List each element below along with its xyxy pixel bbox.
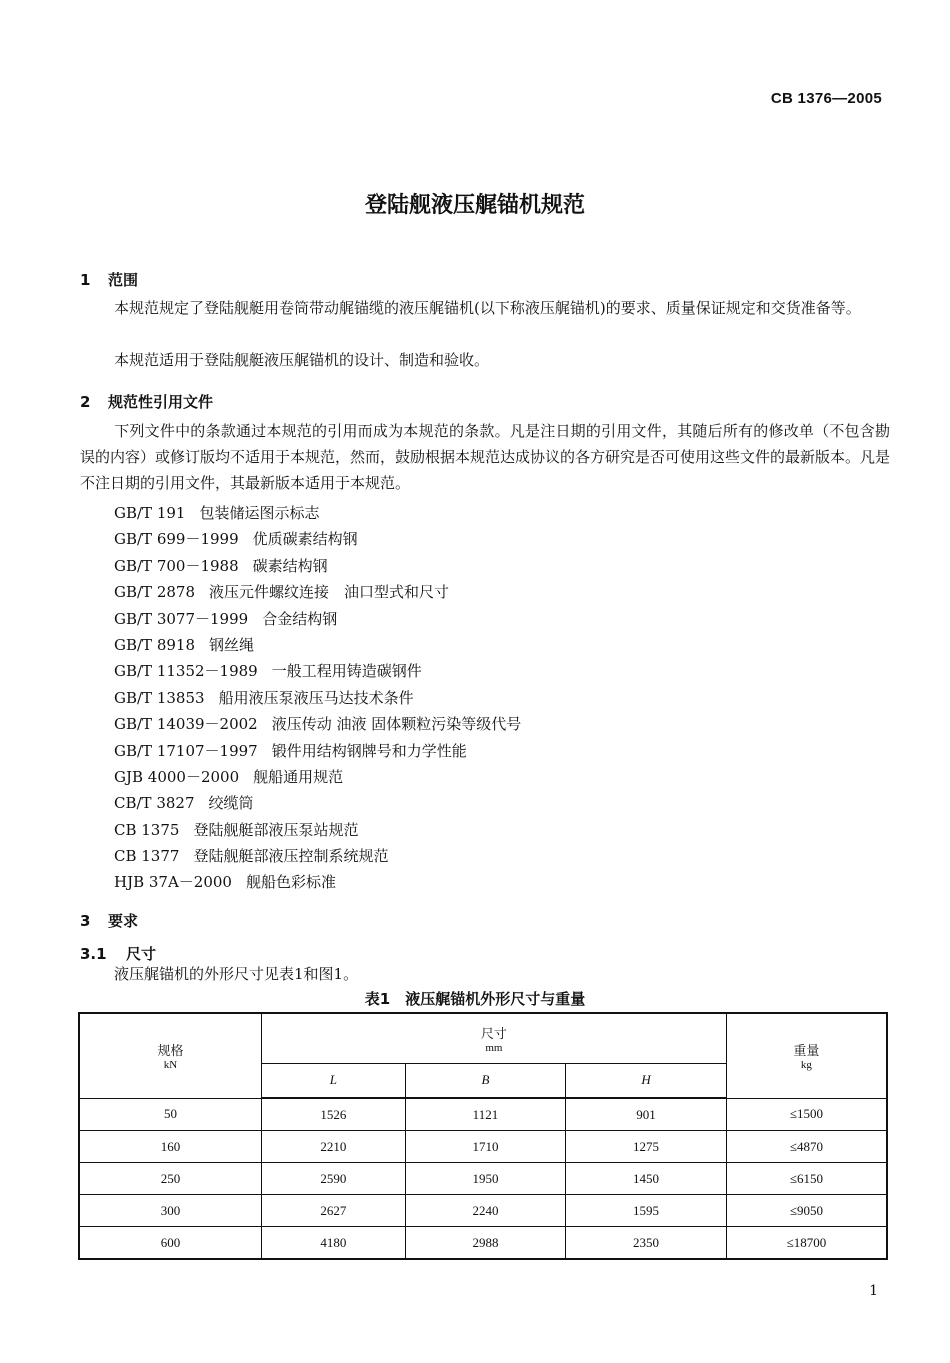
cell-H: 1275 <box>566 1131 727 1163</box>
header-spec <box>79 1013 262 1098</box>
table-row <box>79 1163 887 1195</box>
reference-item <box>114 526 521 552</box>
header-weight <box>726 1013 887 1098</box>
cell-spec: 250 <box>79 1163 262 1195</box>
paragraph-text: 本规范规定了登陆舰艇用卷筒带动艉锚缆的液压艉锚机(以下称液压艉锚机)的要求、质量保证规定和交货准备等。 <box>114 299 861 317</box>
standard-code: CB 1376—2005 <box>770 90 882 107</box>
header-label: 尺寸 <box>480 1025 507 1041</box>
header-dimensions <box>262 1013 727 1063</box>
cell-L: 2627 <box>262 1195 406 1227</box>
paragraph-text: 本规范适用于登陆舰艇液压艉锚机的设计、制造和验收。 <box>114 351 490 369</box>
reference-code: CB 1377 <box>114 847 180 866</box>
reference-name: 登陆舰艇部液压泵站规范 <box>193 820 359 839</box>
cell-spec: 160 <box>79 1131 262 1163</box>
document-title: 登陆舰液压艉锚机规范 <box>364 193 585 218</box>
section-title: 规范性引用文件 <box>108 393 214 411</box>
cell-H: 2350 <box>566 1227 727 1260</box>
reference-name: 液压传动 油液 固体颗粒污染等级代号 <box>271 715 522 734</box>
section-3-heading <box>80 910 138 931</box>
cell-B: 1710 <box>405 1131 566 1163</box>
header-B: B <box>405 1063 566 1098</box>
cell-weight: ≤6150 <box>726 1163 887 1195</box>
section-2-intro <box>80 418 890 496</box>
reference-item <box>114 658 521 684</box>
reference-name: 钢丝绳 <box>209 635 255 654</box>
cell-H: 1595 <box>566 1195 727 1227</box>
reference-code: GB/T 191 <box>114 504 186 522</box>
reference-code: GB/T 11352－1989 <box>114 662 258 681</box>
reference-name: 舰船通用规范 <box>253 767 344 786</box>
paragraph-text: 液压艉锚机的外形尺寸见表1和图1。 <box>114 965 359 983</box>
section-number: 3.1 <box>80 945 107 963</box>
cell-L: 2590 <box>262 1163 406 1195</box>
header-label: 重量 <box>793 1043 820 1059</box>
cell-spec: 50 <box>79 1098 262 1131</box>
table-row <box>79 1195 887 1227</box>
reference-name: 舰船色彩标准 <box>245 873 336 892</box>
reference-code: GB/T 699－1999 <box>114 530 239 549</box>
reference-item <box>114 817 521 843</box>
reference-name: 登陆舰艇部液压控制系统规范 <box>193 847 389 866</box>
reference-item <box>114 553 521 579</box>
reference-name: 船用液压泵液压马达技术条件 <box>218 688 414 707</box>
header-unit: kN <box>163 1059 178 1072</box>
cell-H: 901 <box>566 1098 727 1131</box>
cell-spec: 600 <box>79 1227 262 1260</box>
cell-L: 2210 <box>262 1131 406 1163</box>
reference-code: GJB 4000－2000 <box>114 767 240 786</box>
reference-name: 锻件用结构钢牌号和力学性能 <box>271 741 467 760</box>
reference-item <box>114 790 521 816</box>
cell-B: 2988 <box>405 1227 566 1260</box>
table-caption: 表1 液压艉锚机外形尺寸与重量 <box>364 990 586 1008</box>
table-row <box>79 1098 887 1131</box>
section-2-heading <box>80 391 213 412</box>
cell-B: 2240 <box>405 1195 566 1227</box>
reference-code: GB/T 700－1988 <box>114 556 239 575</box>
reference-name: 碳素结构钢 <box>252 556 328 575</box>
cell-B: 1950 <box>405 1163 566 1195</box>
reference-code: CB 1375 <box>114 820 180 839</box>
reference-name: 包装储运图示标志 <box>199 504 320 522</box>
reference-code: GB/T 2878 <box>114 583 196 602</box>
reference-code: CB/T 3827 <box>114 794 195 813</box>
section-3-1-text <box>80 961 890 987</box>
header-unit: kg <box>800 1059 812 1072</box>
reference-code: GB/T 14039－2002 <box>114 715 258 734</box>
cell-weight: ≤18700 <box>726 1227 887 1260</box>
section-title: 尺寸 <box>126 945 157 963</box>
reference-item <box>114 869 521 895</box>
table-row <box>79 1227 887 1260</box>
reference-name: 一般工程用铸造碳钢件 <box>271 662 422 681</box>
cell-weight: ≤9050 <box>726 1195 887 1227</box>
reference-code: GB/T 17107－1997 <box>114 741 258 760</box>
reference-item <box>114 764 521 790</box>
reference-item <box>114 606 521 632</box>
reference-item <box>114 500 521 526</box>
reference-code: GB/T 13853 <box>114 688 205 707</box>
section-number: 2 <box>80 393 91 411</box>
reference-list <box>114 500 521 896</box>
section-1-paragraph-1 <box>80 295 890 321</box>
reference-code: HJB 37A－2000 <box>114 873 232 892</box>
reference-code: GB/T 3077－1999 <box>114 609 249 628</box>
dimensions-weight-table <box>78 1012 888 1260</box>
reference-item <box>114 711 521 737</box>
cell-B: 1121 <box>405 1098 566 1131</box>
cell-weight: ≤1500 <box>726 1098 887 1131</box>
cell-spec: 300 <box>79 1195 262 1227</box>
header-unit: mm <box>485 1041 503 1054</box>
paragraph-text: 下列文件中的条款通过本规范的引用而成为本规范的条款。凡是注日期的引用文件，其随后所有的修改单（不包含勘误的内容）或修订版均不适用于本规范，然而，鼓励根据本规范达成协议的各方研究是否可使用这些文件的最新版本。凡是不注日期的引用文件，其最新版本适用于本规范。 <box>80 422 891 492</box>
section-1-paragraph-2 <box>80 347 890 373</box>
cell-weight: ≤4870 <box>726 1131 887 1163</box>
reference-code: GB/T 8918 <box>114 635 196 654</box>
reference-item <box>114 738 521 764</box>
cell-H: 1450 <box>566 1163 727 1195</box>
section-1-heading <box>80 269 138 290</box>
header-label: 规格 <box>157 1043 184 1059</box>
reference-name: 合金结构钢 <box>262 609 338 628</box>
reference-name: 绞缆筒 <box>208 794 254 813</box>
section-number: 3 <box>80 912 91 930</box>
cell-L: 4180 <box>262 1227 406 1260</box>
section-title: 要求 <box>108 912 139 930</box>
reference-item <box>114 632 521 658</box>
header-L: L <box>262 1063 406 1098</box>
reference-item <box>114 579 521 605</box>
reference-item <box>114 685 521 711</box>
reference-item <box>114 843 521 869</box>
cell-L: 1526 <box>262 1098 406 1131</box>
section-title: 范围 <box>108 271 139 289</box>
section-number: 1 <box>80 271 91 289</box>
header-H: H <box>566 1063 727 1098</box>
reference-name: 液压元件螺纹连接 油口型式和尺寸 <box>209 583 450 602</box>
page-number: 1 <box>869 1283 878 1299</box>
table-row <box>79 1131 887 1163</box>
reference-name: 优质碳素结构钢 <box>252 530 358 549</box>
